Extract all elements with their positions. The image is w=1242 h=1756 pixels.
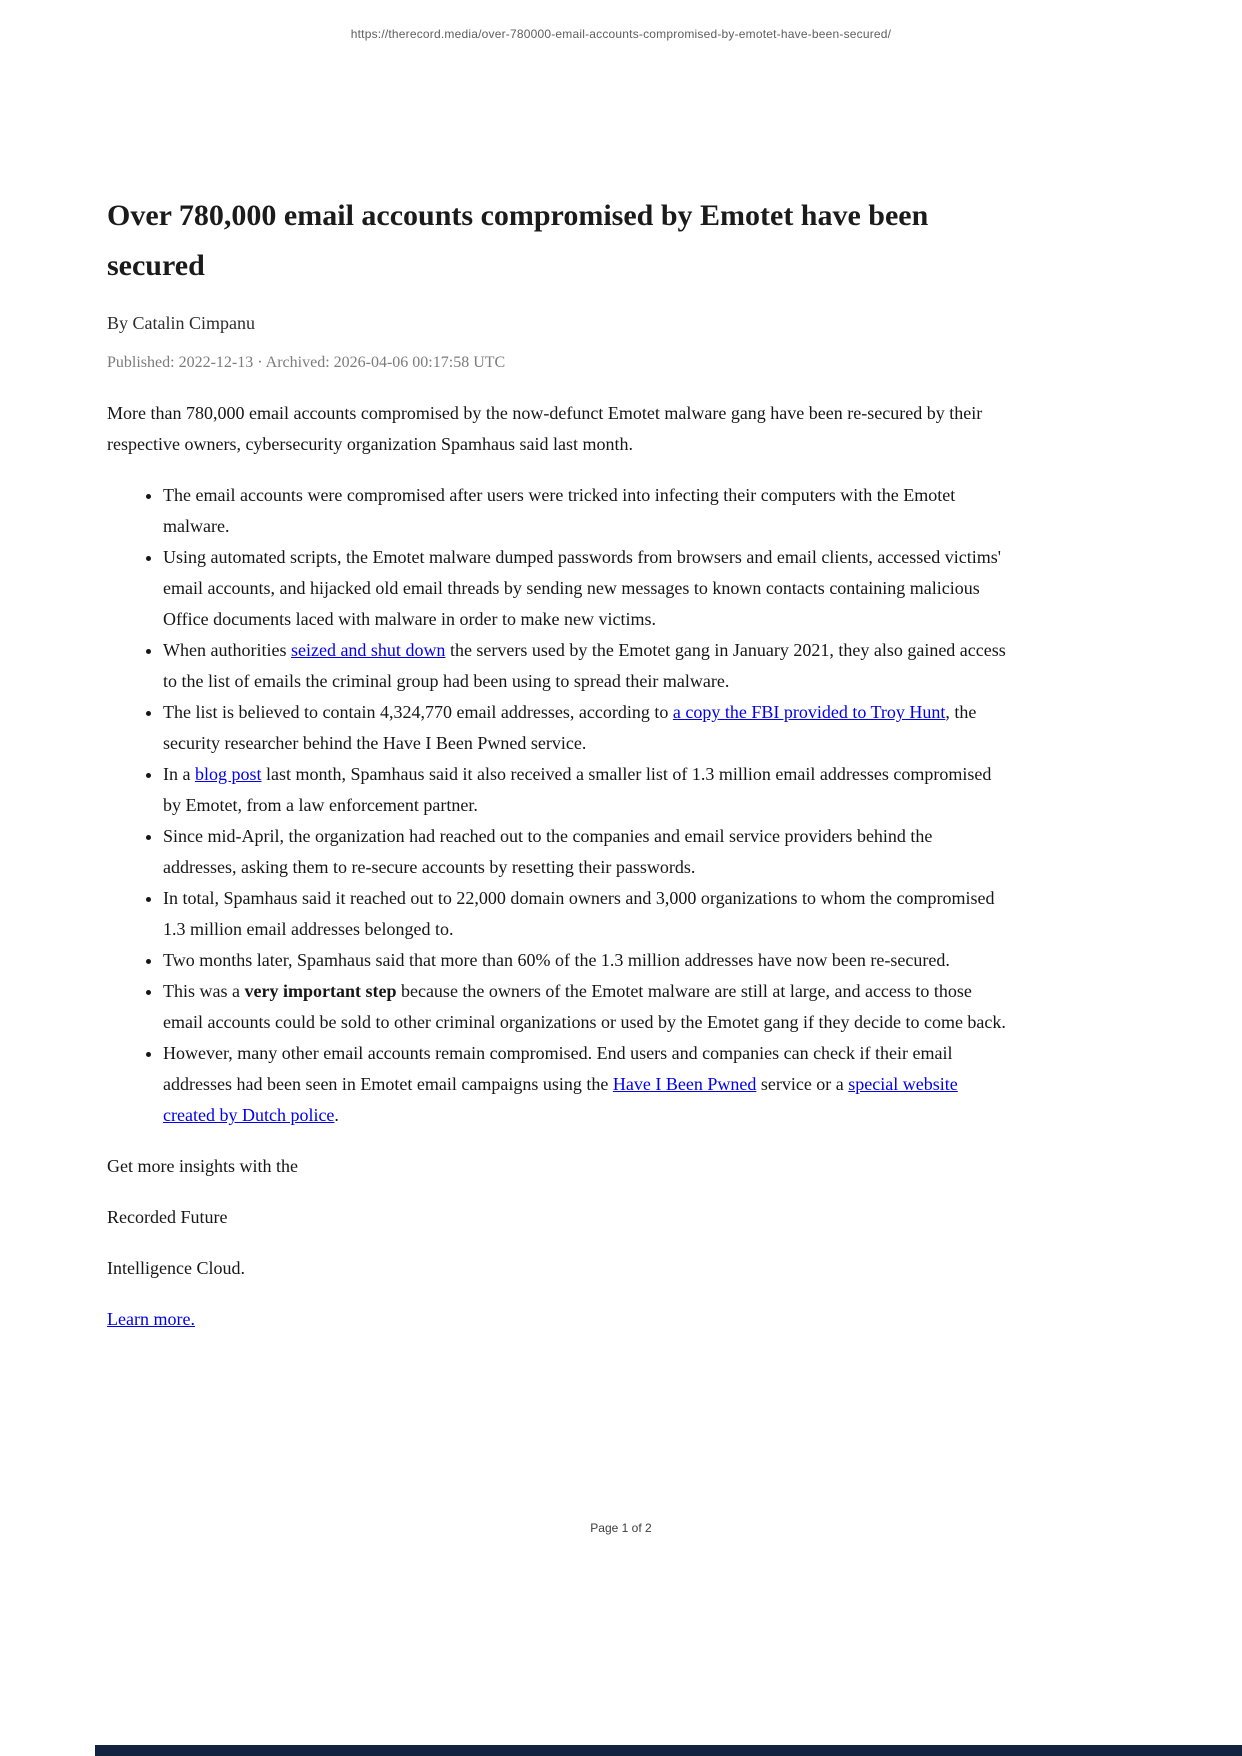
text-segment: service or a bbox=[756, 1074, 849, 1094]
learn-more-link[interactable]: Learn more. bbox=[107, 1309, 195, 1329]
text-segment: This was a bbox=[163, 981, 245, 1001]
text-segment: Since mid-April, the organization had reached out to the companies and email service providers behind the addresses, asking them to re-secure accounts by resetting their passwords. bbox=[163, 826, 933, 877]
bullet-item bbox=[163, 697, 1007, 759]
text-segment: Using automated scripts, the Emotet malware dumped passwords from browsers and email clients, accessed victims' email accounts, and hijacked old email threads by sending new messages to known contacts containing malicious Office documents laced with malware in order to make new victims. bbox=[163, 547, 1002, 629]
next-page-edge bbox=[95, 1745, 1242, 1756]
text-segment: because the owners of the Emotet malware are still at large, and access to those email accounts could be sold to other criminal organizations or used by the Emotet gang if they decide to come back. bbox=[163, 981, 1006, 1032]
inline-link[interactable]: blog post bbox=[194, 764, 262, 784]
bullet-item bbox=[163, 976, 1007, 1038]
inline-link[interactable]: seized and shut down bbox=[290, 640, 446, 660]
page-number: Page 1 of 2 bbox=[590, 1521, 652, 1535]
text-segment: In total, Spamhaus said it reached out to 22,000 domain owners and 3,000 organizations to whom the compromised 1.3 million email addresses belonged to. bbox=[163, 888, 995, 939]
source-url: https://therecord.media/over-780000-email-accounts-compromised-by-emotet-have-been-secured/ bbox=[350, 27, 892, 41]
learn-more-row bbox=[107, 1304, 1007, 1335]
bullet-item bbox=[163, 542, 1007, 635]
article bbox=[107, 191, 1007, 1335]
text-segment: . bbox=[334, 1105, 339, 1125]
text-segment: The list is believed to contain 4,324,770 email addresses, according to bbox=[163, 702, 673, 722]
intro-paragraph: More than 780,000 email accounts compromised by the now-defunct Emotet malware gang have been re-secured by their respective owners, cybersecurity organization Spamhaus said last month. bbox=[107, 403, 983, 454]
bullet-item bbox=[163, 883, 1007, 945]
text-segment: The email accounts were compromised after users were tricked into infecting their computers with the Emotet malware. bbox=[163, 485, 956, 536]
text-segment: When authorities bbox=[163, 640, 291, 660]
dateline: Published: 2022-12-13 · Archived: 2026-04-06 00:17:58 UTC bbox=[107, 354, 506, 371]
bullet-item bbox=[163, 759, 1007, 821]
text-segment: last month, Spamhaus said it also received a smaller list of 1.3 million email addresses compromised by Emotet, from a law enforcement partner. bbox=[163, 764, 992, 815]
bullet-item bbox=[163, 821, 1007, 883]
outro-line-1: Get more insights with the bbox=[107, 1156, 298, 1176]
bullet-item bbox=[163, 1038, 1007, 1131]
article-title: Over 780,000 email accounts compromised by Emotet have been secured bbox=[107, 199, 929, 282]
text-segment: In a bbox=[163, 764, 195, 784]
bullet-item bbox=[163, 480, 1007, 542]
print-header bbox=[0, 0, 1242, 41]
text-segment: the servers used by the Emotet gang in January 2021, they also gained access to the list of emails the criminal group had been using to spread their malware. bbox=[163, 640, 1006, 691]
inline-link[interactable]: a copy the FBI provided to Troy Hunt bbox=[672, 702, 946, 722]
byline: By Catalin Cimpanu bbox=[107, 313, 255, 333]
inline-link[interactable]: Have I Been Pwned bbox=[612, 1074, 757, 1094]
bullet-item bbox=[163, 635, 1007, 697]
inline-link[interactable]: special website created by Dutch police bbox=[163, 1074, 958, 1125]
outro-line-3: Intelligence Cloud. bbox=[107, 1258, 245, 1278]
text-segment: , the security researcher behind the Have I Been Pwned service. bbox=[163, 702, 977, 753]
text-segment: However, many other email accounts remain compromised. End users and companies can check if their email addresses had been seen in Emotet email campaigns using the bbox=[163, 1043, 953, 1094]
bullet-list bbox=[107, 480, 1007, 1131]
text-segment: Two months later, Spamhaus said that more than 60% of the 1.3 million addresses have now been re-secured. bbox=[163, 950, 950, 970]
outro-line-2: Recorded Future bbox=[107, 1207, 228, 1227]
bold-text: very important step bbox=[244, 981, 397, 1001]
bullet-item bbox=[163, 945, 1007, 976]
